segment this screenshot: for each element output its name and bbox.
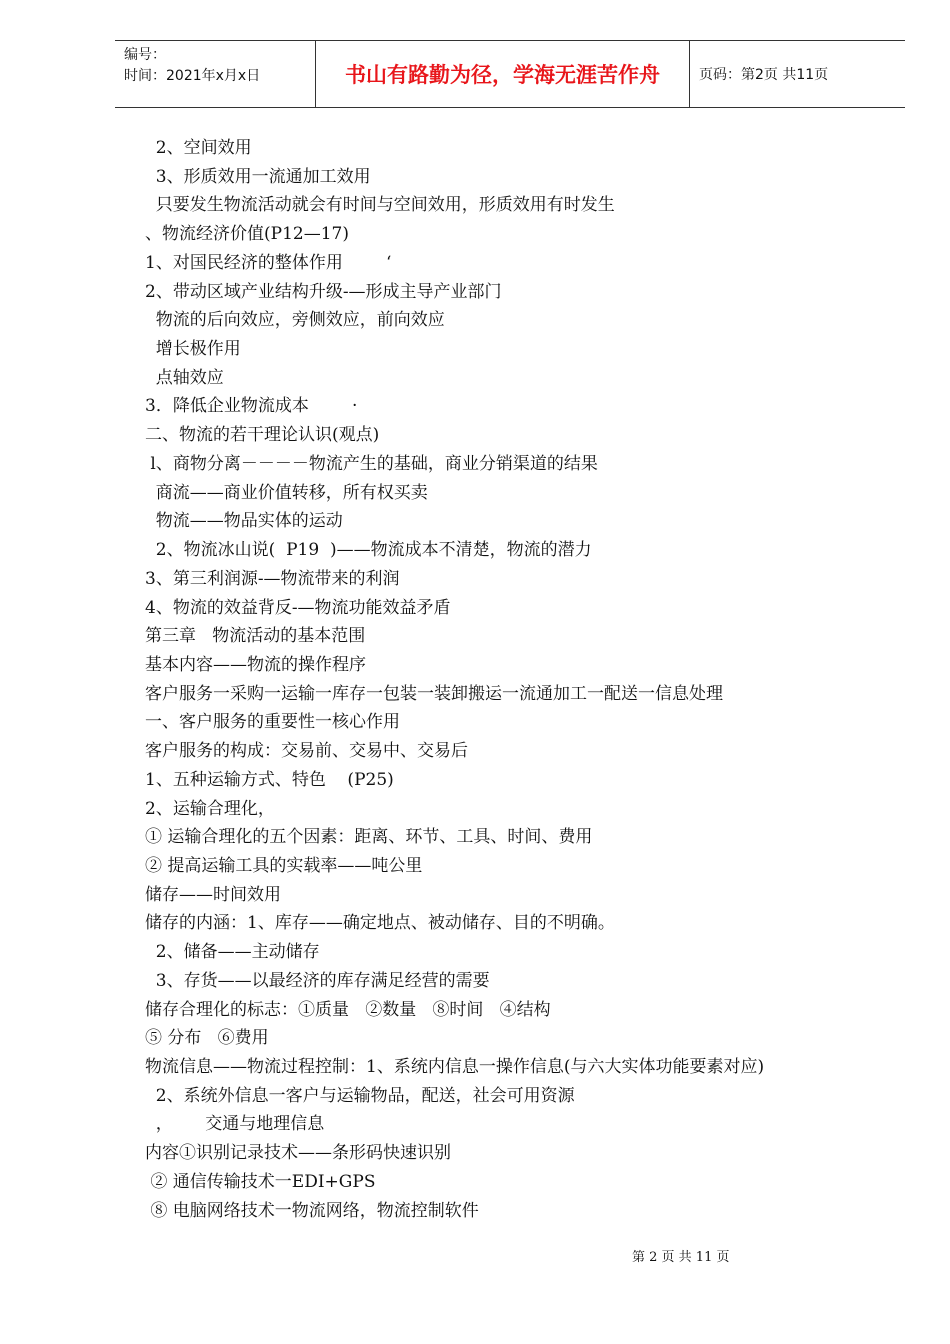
body-line: 4、物流的效益背反-—物流功能效益矛盾 bbox=[145, 597, 451, 618]
body-line: 2、运输合理化， bbox=[145, 798, 275, 819]
page-footer: 第 2 页 共 11 页 bbox=[632, 1250, 730, 1265]
body-line: 、物流经济价值(P12—17) bbox=[145, 224, 349, 245]
body-line: 1、对国民经济的整体作用 ‘ bbox=[145, 252, 392, 273]
body-line: 2、系统外信息一客户与运输物品，配送，社会可用资源 bbox=[145, 1085, 575, 1106]
body-line: 基本内容——物流的操作程序 bbox=[145, 654, 366, 675]
body-line: ， 交通与地理信息 bbox=[145, 1114, 325, 1135]
body-line: 只要发生物流活动就会有时间与空间效用，形质效用有时发生 bbox=[145, 195, 615, 216]
body-line: 商流——商业价值转移，所有权买卖 bbox=[145, 482, 428, 503]
chapter-heading: 第三章 物流活动的基本范围 bbox=[145, 626, 366, 647]
body-line: l、商物分离－－－－物流产生的基础，商业分销渠道的结果 bbox=[145, 453, 598, 474]
body-line: 2、空间效用 bbox=[145, 138, 252, 158]
header-meta bbox=[115, 41, 316, 107]
body-line: 物流信息——物流过程控制：1、系统内信息一操作信息(与六大实体功能要素对应) bbox=[145, 1057, 765, 1077]
body-line: 储存——时间效用 bbox=[145, 884, 281, 905]
body-line: 增长极作用 bbox=[145, 339, 241, 360]
body-line: 客户服务一采购一运输一库存一包装一装卸搬运一流通加工一配送一信息处理 bbox=[145, 683, 723, 704]
body-line: 3、形质效用一流通加工效用 bbox=[145, 166, 371, 187]
body-line: 物流——物品实体的运动 bbox=[145, 511, 343, 532]
body-line: 2、带动区域产业结构升级-—形成主导产业部门 bbox=[145, 281, 502, 302]
body-line: 物流的后向效应，旁侧效应，前向效应 bbox=[145, 310, 445, 331]
body-line: 内容①识别记录技术——条形码快速识别 bbox=[145, 1143, 451, 1164]
page-info-text: 页码：第2页 共11页 bbox=[699, 67, 829, 83]
body-line: 二、物流的若干理论认识(观点) bbox=[145, 425, 380, 446]
body-line: ⑤ 分布 ⑥费用 bbox=[145, 1028, 269, 1049]
body-line: 客户服务的构成：交易前、交易中、交易后 bbox=[145, 741, 468, 762]
header-page-info bbox=[690, 41, 905, 107]
body-line: 1、五种运输方式、特色 (P25) bbox=[145, 769, 394, 790]
body-line: 3、存货——以最经济的库存满足经营的需要 bbox=[145, 970, 490, 991]
document-number-label: 编号： bbox=[124, 47, 166, 63]
motto-text: 书山有路勤为径，学海无涯苦作舟 bbox=[345, 62, 660, 87]
page-header bbox=[115, 40, 905, 108]
body-line: 2、储备——主动储存 bbox=[145, 942, 320, 963]
header-motto bbox=[316, 41, 690, 107]
body-line: 储存的内涵：1、库存——确定地点、被动储存、目的不明确。 bbox=[145, 913, 615, 934]
document-time-label: 时间：2021年x月x日 bbox=[124, 68, 261, 84]
body-line: 储存合理化的标志：①质量 ②数量 ⑧时间 ④结构 bbox=[145, 999, 551, 1020]
document-body bbox=[145, 134, 885, 1225]
body-line: ② 通信传输技术一EDI+GPS bbox=[145, 1171, 376, 1192]
body-line: ① 运输合理化的五个因素：距离、环节、工具、时间、费用 bbox=[145, 827, 593, 848]
body-line: ② 提高运输工具的实载率——吨公里 bbox=[145, 855, 423, 876]
body-line: 3、第三利润源-—物流带来的利润 bbox=[145, 568, 400, 589]
body-line: 3．降低企业物流成本 · bbox=[145, 396, 358, 417]
body-line: 2、物流冰山说( P19 )——物流成本不清楚，物流的潜力 bbox=[145, 540, 592, 561]
body-line: ⑧ 电脑网络技术一物流网络，物流控制软件 bbox=[145, 1200, 479, 1221]
body-line: 一、客户服务的重要性一核心作用 bbox=[145, 712, 400, 733]
body-line: 点轴效应 bbox=[145, 367, 224, 388]
